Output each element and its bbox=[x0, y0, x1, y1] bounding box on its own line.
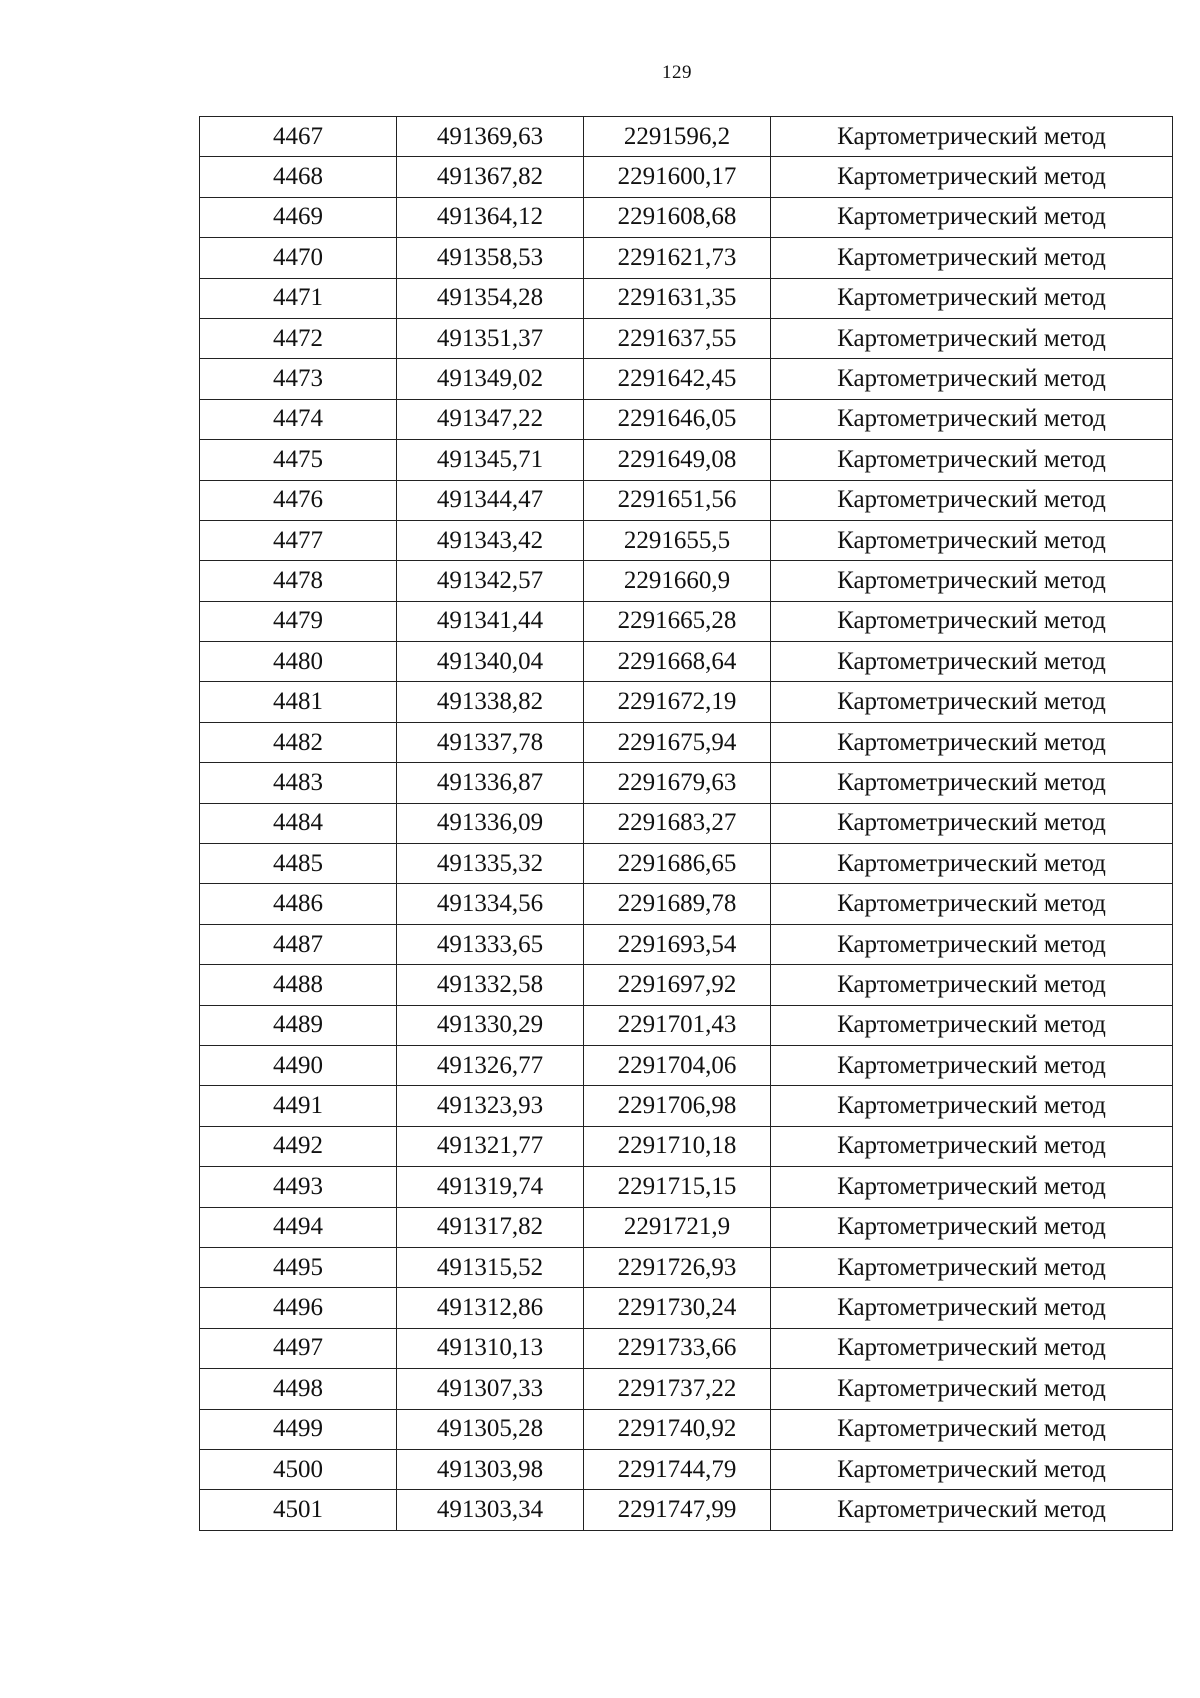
y-coordinate-cell: 2291642,45 bbox=[584, 359, 771, 399]
y-coordinate-cell: 2291693,54 bbox=[584, 924, 771, 964]
method-cell: Картометрический метод bbox=[771, 803, 1173, 843]
y-coordinate-cell: 2291646,05 bbox=[584, 399, 771, 439]
coordinates-table bbox=[199, 116, 1173, 1531]
method-cell: Картометрический метод bbox=[771, 1409, 1173, 1449]
table-row bbox=[200, 440, 1173, 480]
point-number-cell: 4492 bbox=[200, 1126, 397, 1166]
method-cell: Картометрический метод bbox=[771, 642, 1173, 682]
point-number-cell: 4494 bbox=[200, 1207, 397, 1247]
y-coordinate-cell: 2291665,28 bbox=[584, 601, 771, 641]
x-coordinate-cell: 491343,42 bbox=[397, 520, 584, 560]
y-coordinate-cell: 2291608,68 bbox=[584, 197, 771, 237]
table-row bbox=[200, 1126, 1173, 1166]
x-coordinate-cell: 491332,58 bbox=[397, 965, 584, 1005]
table-row bbox=[200, 117, 1173, 157]
page-number: 129 bbox=[662, 62, 692, 83]
x-coordinate-cell: 491305,28 bbox=[397, 1409, 584, 1449]
y-coordinate-cell: 2291715,15 bbox=[584, 1167, 771, 1207]
y-coordinate-cell: 2291675,94 bbox=[584, 722, 771, 762]
point-number-cell: 4471 bbox=[200, 278, 397, 318]
table-row bbox=[200, 1369, 1173, 1409]
table-row bbox=[200, 1207, 1173, 1247]
table-row bbox=[200, 1045, 1173, 1085]
point-number-cell: 4497 bbox=[200, 1328, 397, 1368]
y-coordinate-cell: 2291631,35 bbox=[584, 278, 771, 318]
x-coordinate-cell: 491323,93 bbox=[397, 1086, 584, 1126]
x-coordinate-cell: 491326,77 bbox=[397, 1045, 584, 1085]
table-row bbox=[200, 561, 1173, 601]
y-coordinate-cell: 2291637,55 bbox=[584, 318, 771, 358]
method-cell: Картометрический метод bbox=[771, 359, 1173, 399]
x-coordinate-cell: 491367,82 bbox=[397, 157, 584, 197]
x-coordinate-cell: 491312,86 bbox=[397, 1288, 584, 1328]
table-row bbox=[200, 803, 1173, 843]
table-row bbox=[200, 480, 1173, 520]
table-row bbox=[200, 1288, 1173, 1328]
method-cell: Картометрический метод bbox=[771, 1369, 1173, 1409]
point-number-cell: 4487 bbox=[200, 924, 397, 964]
x-coordinate-cell: 491369,63 bbox=[397, 117, 584, 157]
method-cell: Картометрический метод bbox=[771, 278, 1173, 318]
x-coordinate-cell: 491315,52 bbox=[397, 1247, 584, 1287]
table-row bbox=[200, 642, 1173, 682]
table-row bbox=[200, 197, 1173, 237]
x-coordinate-cell: 491335,32 bbox=[397, 844, 584, 884]
y-coordinate-cell: 2291706,98 bbox=[584, 1086, 771, 1126]
point-number-cell: 4498 bbox=[200, 1369, 397, 1409]
point-number-cell: 4482 bbox=[200, 722, 397, 762]
point-number-cell: 4473 bbox=[200, 359, 397, 399]
table-row bbox=[200, 722, 1173, 762]
table-row bbox=[200, 844, 1173, 884]
table-row bbox=[200, 1247, 1173, 1287]
method-cell: Картометрический метод bbox=[771, 480, 1173, 520]
table-row bbox=[200, 1005, 1173, 1045]
point-number-cell: 4480 bbox=[200, 642, 397, 682]
y-coordinate-cell: 2291701,43 bbox=[584, 1005, 771, 1045]
x-coordinate-cell: 491345,71 bbox=[397, 440, 584, 480]
point-number-cell: 4477 bbox=[200, 520, 397, 560]
y-coordinate-cell: 2291704,06 bbox=[584, 1045, 771, 1085]
y-coordinate-cell: 2291621,73 bbox=[584, 238, 771, 278]
point-number-cell: 4475 bbox=[200, 440, 397, 480]
x-coordinate-cell: 491354,28 bbox=[397, 278, 584, 318]
x-coordinate-cell: 491337,78 bbox=[397, 722, 584, 762]
y-coordinate-cell: 2291683,27 bbox=[584, 803, 771, 843]
x-coordinate-cell: 491349,02 bbox=[397, 359, 584, 399]
method-cell: Картометрический метод bbox=[771, 1086, 1173, 1126]
point-number-cell: 4488 bbox=[200, 965, 397, 1005]
method-cell: Картометрический метод bbox=[771, 1490, 1173, 1530]
point-number-cell: 4472 bbox=[200, 318, 397, 358]
x-coordinate-cell: 491344,47 bbox=[397, 480, 584, 520]
point-number-cell: 4499 bbox=[200, 1409, 397, 1449]
method-cell: Картометрический метод bbox=[771, 1328, 1173, 1368]
table-row bbox=[200, 965, 1173, 1005]
table-row bbox=[200, 399, 1173, 439]
table-row bbox=[200, 601, 1173, 641]
method-cell: Картометрический метод bbox=[771, 1005, 1173, 1045]
x-coordinate-cell: 491319,74 bbox=[397, 1167, 584, 1207]
point-number-cell: 4479 bbox=[200, 601, 397, 641]
point-number-cell: 4474 bbox=[200, 399, 397, 439]
table-row bbox=[200, 1409, 1173, 1449]
y-coordinate-cell: 2291600,17 bbox=[584, 157, 771, 197]
point-number-cell: 4490 bbox=[200, 1045, 397, 1085]
point-number-cell: 4470 bbox=[200, 238, 397, 278]
table-row bbox=[200, 238, 1173, 278]
x-coordinate-cell: 491321,77 bbox=[397, 1126, 584, 1166]
y-coordinate-cell: 2291596,2 bbox=[584, 117, 771, 157]
table-row bbox=[200, 157, 1173, 197]
method-cell: Картометрический метод bbox=[771, 1288, 1173, 1328]
method-cell: Картометрический метод bbox=[771, 884, 1173, 924]
table-row bbox=[200, 1086, 1173, 1126]
method-cell: Картометрический метод bbox=[771, 117, 1173, 157]
method-cell: Картометрический метод bbox=[771, 1207, 1173, 1247]
table-row bbox=[200, 884, 1173, 924]
y-coordinate-cell: 2291655,5 bbox=[584, 520, 771, 560]
method-cell: Картометрический метод bbox=[771, 682, 1173, 722]
x-coordinate-cell: 491334,56 bbox=[397, 884, 584, 924]
table-row bbox=[200, 520, 1173, 560]
point-number-cell: 4469 bbox=[200, 197, 397, 237]
table-row bbox=[200, 1449, 1173, 1489]
point-number-cell: 4484 bbox=[200, 803, 397, 843]
x-coordinate-cell: 491364,12 bbox=[397, 197, 584, 237]
x-coordinate-cell: 491336,87 bbox=[397, 763, 584, 803]
x-coordinate-cell: 491303,34 bbox=[397, 1490, 584, 1530]
y-coordinate-cell: 2291686,65 bbox=[584, 844, 771, 884]
point-number-cell: 4468 bbox=[200, 157, 397, 197]
y-coordinate-cell: 2291740,92 bbox=[584, 1409, 771, 1449]
y-coordinate-cell: 2291730,24 bbox=[584, 1288, 771, 1328]
table-row bbox=[200, 924, 1173, 964]
y-coordinate-cell: 2291668,64 bbox=[584, 642, 771, 682]
point-number-cell: 4486 bbox=[200, 884, 397, 924]
table-row bbox=[200, 318, 1173, 358]
x-coordinate-cell: 491333,65 bbox=[397, 924, 584, 964]
method-cell: Картометрический метод bbox=[771, 1449, 1173, 1489]
point-number-cell: 4500 bbox=[200, 1449, 397, 1489]
method-cell: Картометрический метод bbox=[771, 520, 1173, 560]
y-coordinate-cell: 2291710,18 bbox=[584, 1126, 771, 1166]
x-coordinate-cell: 491338,82 bbox=[397, 682, 584, 722]
point-number-cell: 4501 bbox=[200, 1490, 397, 1530]
method-cell: Картометрический метод bbox=[771, 1045, 1173, 1085]
method-cell: Картометрический метод bbox=[771, 763, 1173, 803]
y-coordinate-cell: 2291649,08 bbox=[584, 440, 771, 480]
table-row bbox=[200, 1490, 1173, 1530]
x-coordinate-cell: 491310,13 bbox=[397, 1328, 584, 1368]
method-cell: Картометрический метод bbox=[771, 197, 1173, 237]
point-number-cell: 4483 bbox=[200, 763, 397, 803]
x-coordinate-cell: 491347,22 bbox=[397, 399, 584, 439]
method-cell: Картометрический метод bbox=[771, 924, 1173, 964]
x-coordinate-cell: 491336,09 bbox=[397, 803, 584, 843]
x-coordinate-cell: 491340,04 bbox=[397, 642, 584, 682]
table-row bbox=[200, 1167, 1173, 1207]
x-coordinate-cell: 491341,44 bbox=[397, 601, 584, 641]
method-cell: Картометрический метод bbox=[771, 561, 1173, 601]
y-coordinate-cell: 2291660,9 bbox=[584, 561, 771, 601]
table-row bbox=[200, 359, 1173, 399]
y-coordinate-cell: 2291747,99 bbox=[584, 1490, 771, 1530]
y-coordinate-cell: 2291651,56 bbox=[584, 480, 771, 520]
point-number-cell: 4491 bbox=[200, 1086, 397, 1126]
method-cell: Картометрический метод bbox=[771, 1167, 1173, 1207]
point-number-cell: 4495 bbox=[200, 1247, 397, 1287]
point-number-cell: 4481 bbox=[200, 682, 397, 722]
method-cell: Картометрический метод bbox=[771, 722, 1173, 762]
method-cell: Картометрический метод bbox=[771, 1247, 1173, 1287]
point-number-cell: 4476 bbox=[200, 480, 397, 520]
x-coordinate-cell: 491330,29 bbox=[397, 1005, 584, 1045]
x-coordinate-cell: 491342,57 bbox=[397, 561, 584, 601]
coordinates-table-body bbox=[200, 117, 1173, 1531]
point-number-cell: 4467 bbox=[200, 117, 397, 157]
x-coordinate-cell: 491351,37 bbox=[397, 318, 584, 358]
point-number-cell: 4485 bbox=[200, 844, 397, 884]
point-number-cell: 4493 bbox=[200, 1167, 397, 1207]
x-coordinate-cell: 491358,53 bbox=[397, 238, 584, 278]
y-coordinate-cell: 2291721,9 bbox=[584, 1207, 771, 1247]
x-coordinate-cell: 491307,33 bbox=[397, 1369, 584, 1409]
y-coordinate-cell: 2291733,66 bbox=[584, 1328, 771, 1368]
y-coordinate-cell: 2291689,78 bbox=[584, 884, 771, 924]
table-row bbox=[200, 763, 1173, 803]
y-coordinate-cell: 2291737,22 bbox=[584, 1369, 771, 1409]
method-cell: Картометрический метод bbox=[771, 440, 1173, 480]
method-cell: Картометрический метод bbox=[771, 157, 1173, 197]
y-coordinate-cell: 2291726,93 bbox=[584, 1247, 771, 1287]
point-number-cell: 4496 bbox=[200, 1288, 397, 1328]
y-coordinate-cell: 2291672,19 bbox=[584, 682, 771, 722]
x-coordinate-cell: 491303,98 bbox=[397, 1449, 584, 1489]
y-coordinate-cell: 2291679,63 bbox=[584, 763, 771, 803]
method-cell: Картометрический метод bbox=[771, 844, 1173, 884]
point-number-cell: 4478 bbox=[200, 561, 397, 601]
table-row bbox=[200, 278, 1173, 318]
method-cell: Картометрический метод bbox=[771, 1126, 1173, 1166]
point-number-cell: 4489 bbox=[200, 1005, 397, 1045]
x-coordinate-cell: 491317,82 bbox=[397, 1207, 584, 1247]
y-coordinate-cell: 2291697,92 bbox=[584, 965, 771, 1005]
method-cell: Картометрический метод bbox=[771, 238, 1173, 278]
y-coordinate-cell: 2291744,79 bbox=[584, 1449, 771, 1489]
method-cell: Картометрический метод bbox=[771, 318, 1173, 358]
table-row bbox=[200, 682, 1173, 722]
table-row bbox=[200, 1328, 1173, 1368]
method-cell: Картометрический метод bbox=[771, 965, 1173, 1005]
method-cell: Картометрический метод bbox=[771, 601, 1173, 641]
method-cell: Картометрический метод bbox=[771, 399, 1173, 439]
